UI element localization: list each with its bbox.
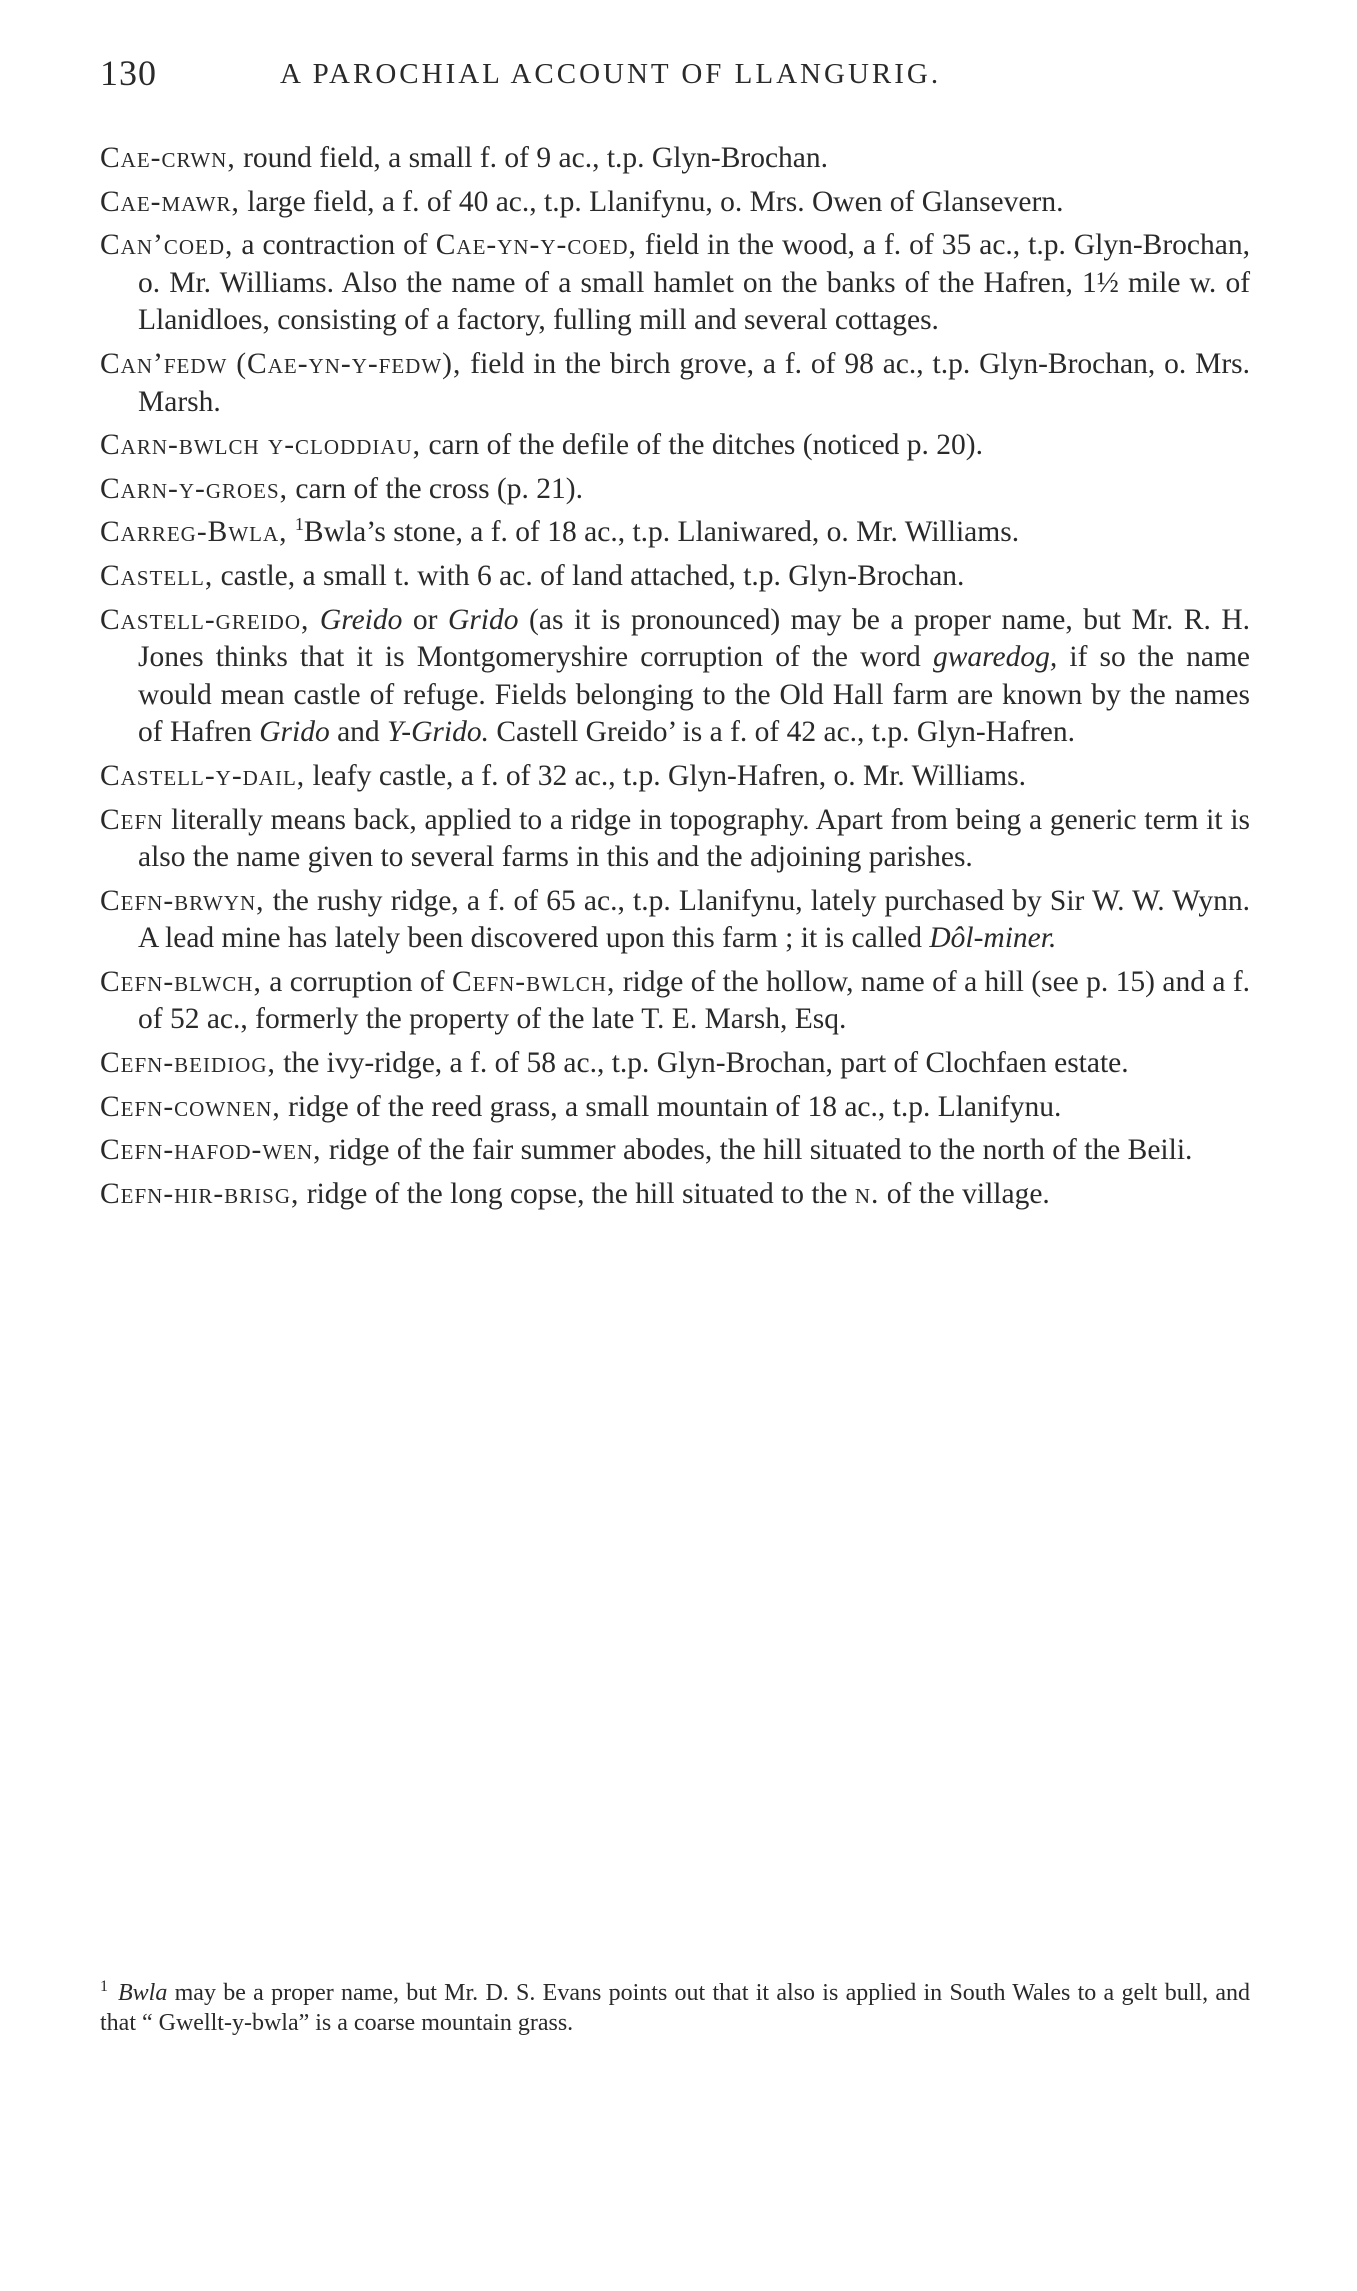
entry-text: literally means back, applied to a ridge in topography. Apart from being a generic term it is also the name given to several farms in this and the adjoining parishes. (138, 803, 1251, 874)
headword: Cefn-hir-brisg, (100, 1177, 300, 1210)
entry-cancoed (100, 227, 1250, 340)
entry-text: ridge of the fair summer abodes, the hill situated to the north of the Beili. (328, 1134, 1193, 1167)
entry-text: mile w. of Llanidloes, consisting of a factory, fulling mill and several cottages. (138, 266, 1251, 337)
italic-term: Greido (319, 603, 403, 636)
headword-secondary: Cae-yn-y-coed, (435, 229, 637, 262)
headword: Cefn-brwyn, (100, 884, 265, 917)
entry-text: and (337, 716, 380, 749)
headword-paren: (Cae-yn-y-fedw), (236, 347, 462, 380)
footnote-mark: 1 (100, 1978, 108, 1995)
entry-text: a contraction of (241, 229, 428, 262)
italic-term: Grido (259, 716, 330, 749)
page-header (100, 52, 1250, 102)
headword: Can’fedw (100, 347, 228, 380)
headword: Cefn (100, 803, 164, 836)
headword: Castell-y-dail, (100, 759, 306, 792)
italic-term: Y-Grido. (387, 716, 489, 749)
headword: Cefn-beidiog, (100, 1047, 276, 1080)
entry-cefn (100, 802, 1250, 877)
entry-cae-mawr (100, 184, 1250, 222)
entry-castell (100, 558, 1250, 596)
footnote (100, 1978, 1250, 2038)
entry-text: a corruption of (269, 965, 445, 998)
italic-term: Bwla (118, 1980, 168, 2006)
entry-text: of the village. (886, 1177, 1050, 1210)
entry-cefn-hir-brisg (100, 1176, 1250, 1214)
footnote-reference: 1 (294, 514, 304, 535)
headword: Cae-crwn, (100, 142, 236, 174)
page-number: 130 (100, 53, 157, 93)
headword: Castell-greido, (100, 603, 310, 636)
entry-text: ridge of the reed grass, a small mountain of 18 ac., t.p. Llanifynu. (288, 1090, 1062, 1123)
entry-text: field in the birch grove, a f. of 98 ac., t.p. Glyn-Brochan, o. Mrs. Marsh. (138, 347, 1251, 418)
entry-text: if so the name would mean castle of refuge. Fields belonging to the Old Hall farm are known by the names of Hafren (138, 641, 1250, 749)
headword: Cefn-cownen, (100, 1090, 281, 1123)
entry-castell-y-dail (100, 758, 1250, 796)
entry-text: the rushy ridge, a f. of 65 ac., t.p. Llanifynu, lately purchased by Sir W. W. Wynn. A lead mine has lately been discovered upon this farm ; it is called (138, 884, 1250, 955)
entry-carn-bwlch (100, 427, 1250, 465)
entry-cefn-hafod-wen (100, 1132, 1250, 1170)
entry-text: leafy castle, a f. of 32 ac., t.p. Glyn-Hafren, o. Mr. Williams. (312, 759, 1026, 792)
italic-term: Grido (448, 603, 519, 636)
entry-text: or (412, 603, 438, 636)
entry-carn-y-groes (100, 471, 1250, 509)
headword: Cefn-blwch, (100, 965, 262, 998)
entry-text: (as it is pronounced) may be a proper name, but Mr. R. H. Jones thinks that it is Montgomeryshire corruption of the word (138, 603, 1251, 674)
headword: Carreg-Bwla, (100, 516, 288, 549)
entry-text: castle, a small t. with 6 ac. of land attached, t.p. Glyn-Brochan. (220, 559, 965, 592)
italic-term: Dôl-miner. (929, 922, 1057, 955)
entry-text: field in the wood, a f. of 35 ac., t.p. Glyn-Brochan, o. Mr. Williams. Also the name of a small hamlet on the banks of the Hafren, (138, 229, 1250, 299)
footnote-text: may be a proper name, but Mr. D. S. Evans points out that it also is applied in South Wales to a gelt bull, and that “ Gwellt-y-bwla” is a coarse mountain grass. (100, 1980, 1251, 2036)
entry-cefn-beidiog (100, 1045, 1250, 1083)
entry-text: large field, a f. of 40 ac., t.p. Llanifynu, o. Mrs. Owen of Glansevern. (247, 185, 1064, 218)
entry-carreg-bwla (100, 514, 1250, 552)
headword: Castell, (100, 559, 214, 592)
entry-text: the ivy-ridge, a f. of 58 ac., t.p. Glyn-Brochan, part of Clochfaen estate. (283, 1047, 1129, 1080)
entry-text: round field, a small f. of 9 ac., t.p. Glyn-Brochan. (243, 142, 829, 174)
entry-cefn-blwch (100, 964, 1250, 1039)
entry-text: ridge of the long copse, the hill situated to the (306, 1177, 848, 1210)
entry-text: carn of the cross (p. 21). (295, 472, 583, 505)
entry-canfedw (100, 346, 1250, 421)
fraction: 1½ (1081, 266, 1119, 299)
headword: Carn-y-groes, (100, 472, 289, 505)
running-title: A PAROCHIAL ACCOUNT OF LLANGURIG. (280, 58, 942, 90)
gazetteer-entries (100, 140, 1250, 1219)
entry-text: ridge of the hollow, name of a hill (see p. 15) and a f. of 52 ac., formerly the property of the late T. E. Marsh, Esq. (138, 965, 1251, 1036)
entry-cae-crwn (100, 140, 1250, 178)
italic-term: gwaredog, (932, 641, 1058, 674)
small-caps-term: n. (854, 1177, 880, 1210)
headword: Can’coed, (100, 229, 234, 262)
entry-cefn-cownen (100, 1089, 1250, 1127)
entry-text: Castell Greido’ is a f. of 42 ac., t.p. Glyn-Hafren. (496, 716, 1075, 749)
headword: Cefn-hafod-wen, (100, 1134, 322, 1167)
headword-secondary: Cefn-bwlch, (451, 965, 616, 998)
entry-castell-greido (100, 602, 1250, 752)
entry-text: carn of the defile of the ditches (noticed p. 20). (428, 429, 983, 462)
headword: Cae-mawr, (100, 185, 240, 218)
entry-cefn-brwyn (100, 883, 1250, 958)
headword: Carn-bwlch y-cloddiau, (100, 429, 422, 462)
entry-text: Bwla’s stone, a f. of 18 ac., t.p. Llaniwared, o. Mr. Williams. (303, 516, 1020, 549)
